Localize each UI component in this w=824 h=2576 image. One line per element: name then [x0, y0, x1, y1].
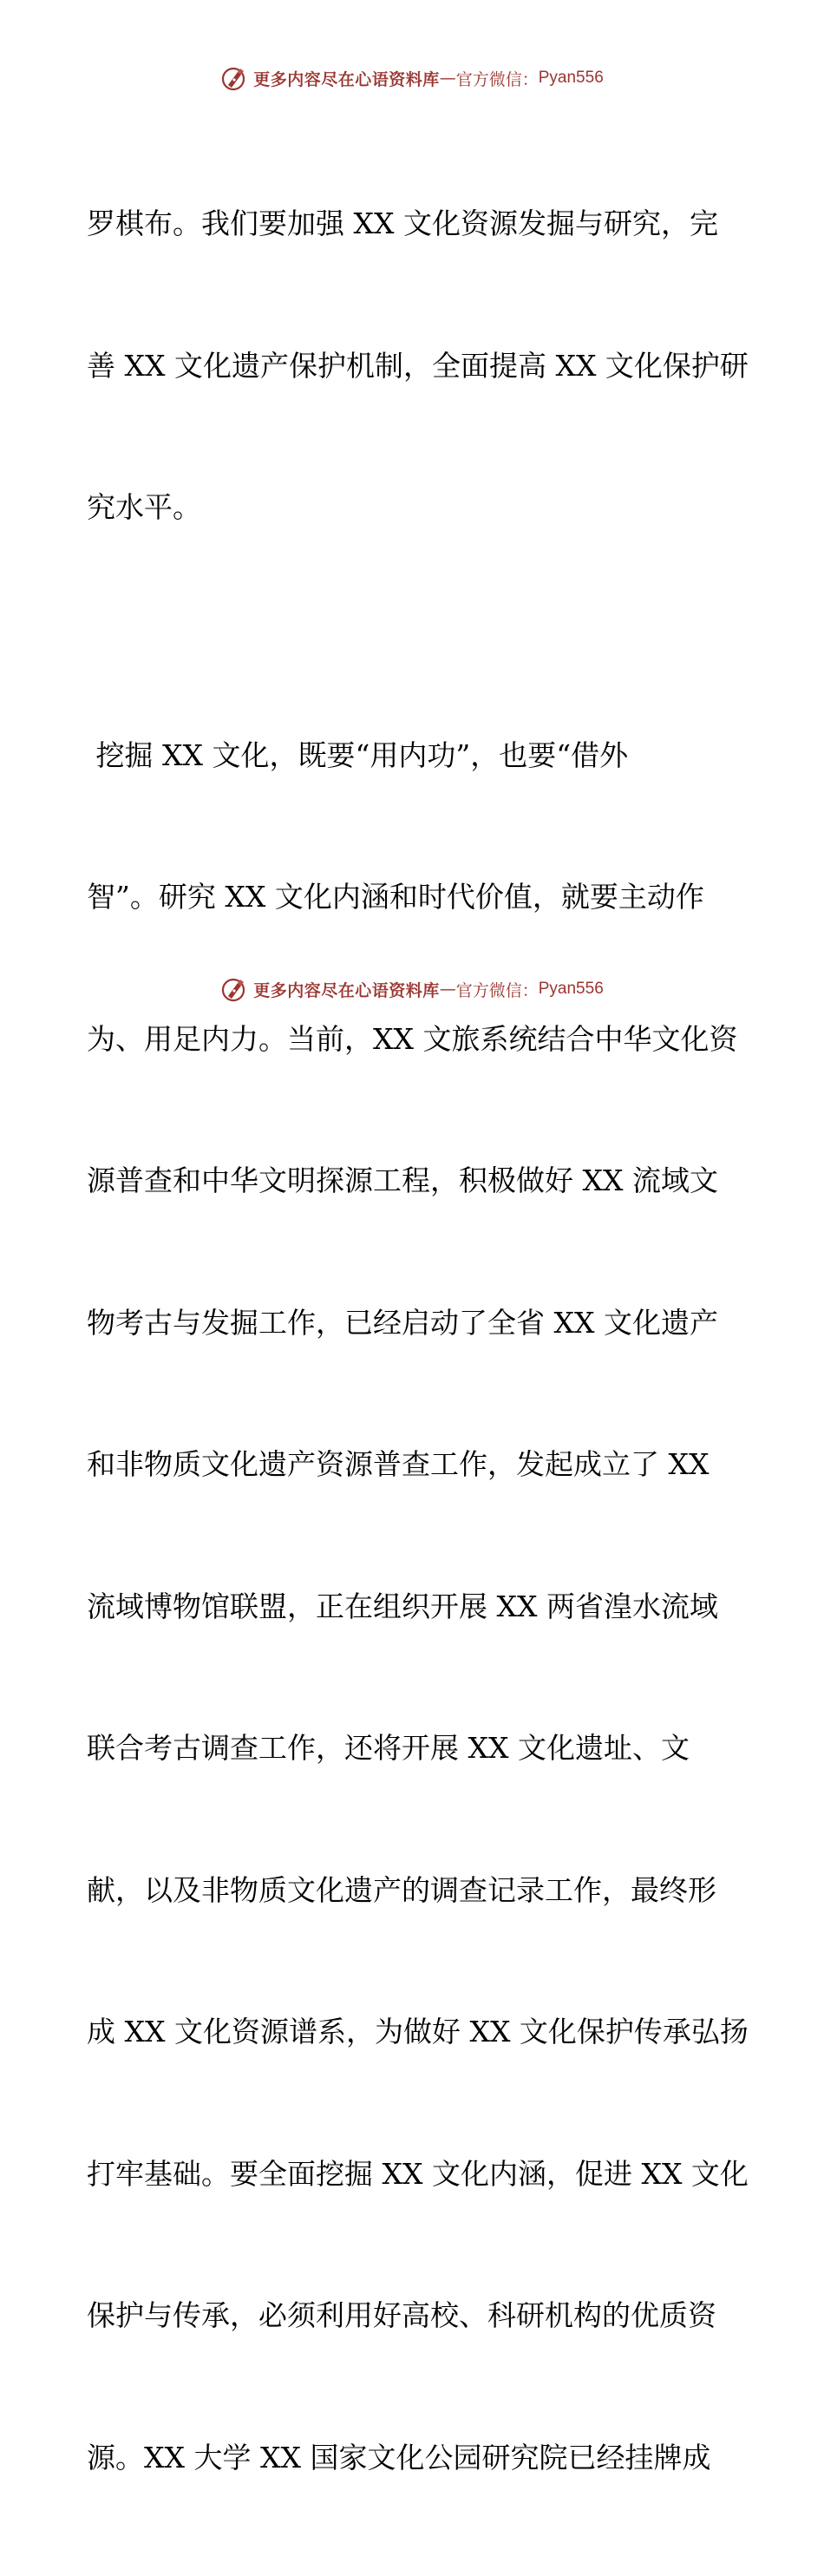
pen-nib-logo-icon — [220, 975, 248, 1003]
header-watermark-banner — [0, 61, 824, 95]
paragraph-2 — [87, 638, 746, 2576]
banner-separator: — — [440, 980, 456, 999]
text-line: 究水平。 — [87, 484, 746, 532]
text-line: 打牢基础。要全面挖掘 XX 文化内涵，促进 XX 文化 — [87, 2151, 746, 2199]
banner-brand-text: 更多内容尽在心语资料库 — [253, 978, 440, 1001]
text-line: 物考古与发掘工作，已经启动了全省 XX 文化遗产 — [87, 1300, 746, 1347]
banner-wechat-handle: Pyan556 — [539, 69, 604, 88]
banner-separator: — — [440, 69, 456, 88]
text-line: 罗棋布。我们要加强 XX 文化资源发掘与研究，完 — [87, 200, 746, 248]
text-line: 成 XX 文化资源谱系，为做好 XX 文化保护传承弘扬 — [87, 2009, 746, 2056]
pen-nib-logo-icon — [220, 64, 248, 92]
text-line: 保护与传承，必须利用好高校、科研机构的优质资 — [87, 2292, 746, 2340]
banner-contact-label: 官方微信： — [456, 67, 539, 90]
footer-watermark-banner — [0, 972, 824, 1006]
banner-wechat-handle: Pyan556 — [539, 980, 604, 999]
text-line: 献，以及非物质文化遗产的调查记录工作，最终形 — [87, 1867, 746, 1915]
text-line: 为、用足内力。当前，XX 文旅系统结合中华文化资 — [87, 1016, 746, 1064]
banner-contact-label: 官方微信： — [456, 978, 539, 1001]
text-line: 源普查和中华文明探源工程，积极做好 XX 流域文 — [87, 1157, 746, 1205]
document-body — [87, 106, 746, 2576]
paragraph-1 — [87, 106, 746, 626]
text-line: 智”。研究 XX 文化内涵和时代价值，就要主动作 — [87, 874, 746, 921]
banner-brand-text: 更多内容尽在心语资料库 — [253, 67, 440, 90]
text-line: 流域博物馆联盟，正在组织开展 XX 两省湟水流域 — [87, 1583, 746, 1631]
text-line: 善 XX 文化遗产保护机制，全面提高 XX 文化保护研 — [87, 343, 746, 390]
text-line: 源。XX 大学 XX 国家文化公园研究院已经挂牌成 — [87, 2435, 746, 2482]
text-line: 联合考古调查工作，还将开展 XX 文化遗址、文 — [87, 1725, 746, 1773]
text-line: 和非物质文化遗产资源普查工作，发起成立了 XX — [87, 1441, 746, 1489]
text-line: 挖掘 XX 文化，既要“用内功”，也要“借外 — [87, 732, 746, 780]
